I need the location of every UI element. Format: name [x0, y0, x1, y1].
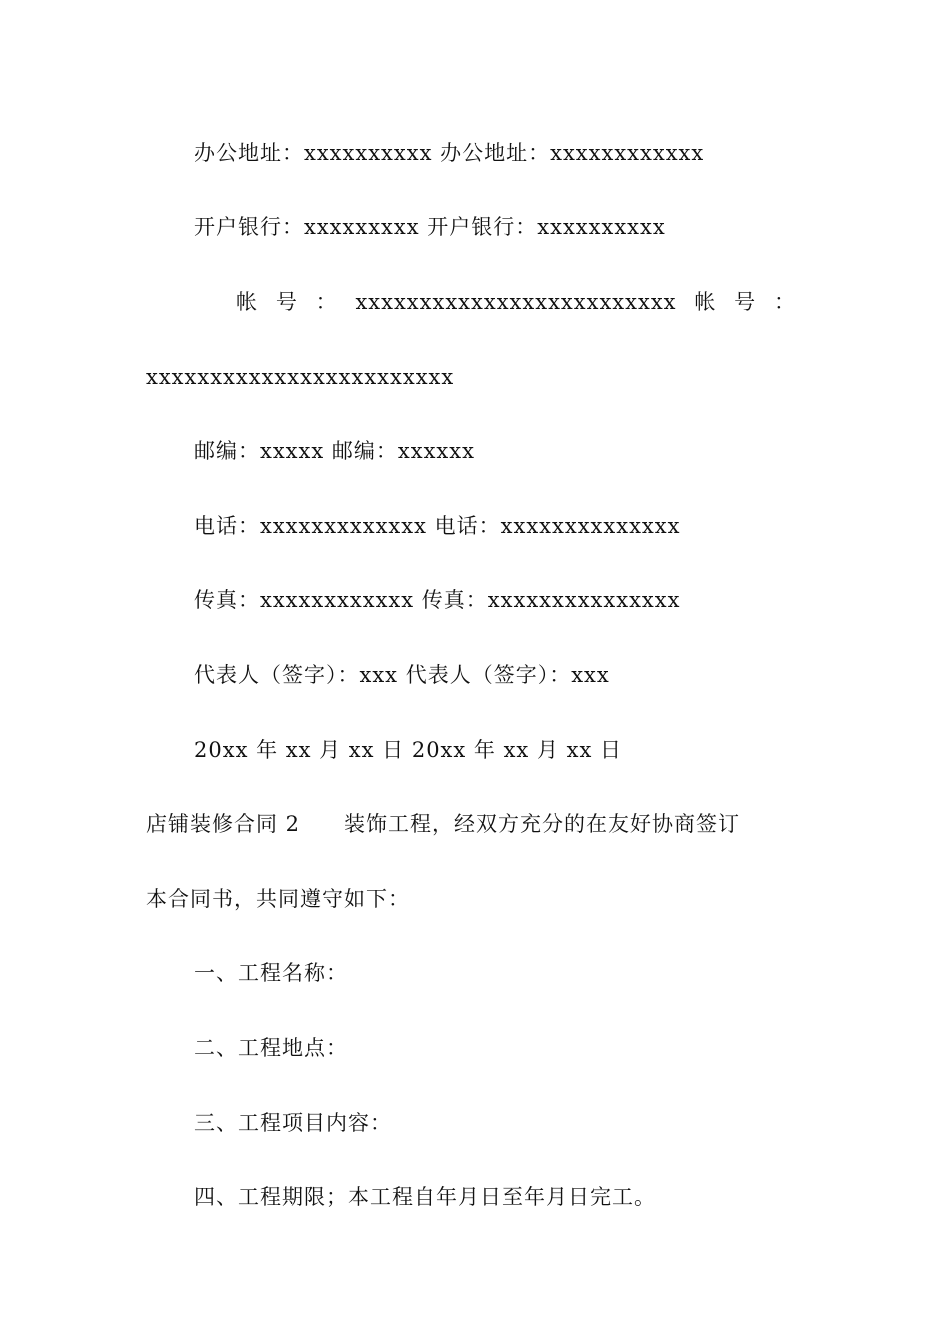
fax-line: 传真：xxxxxxxxxxxx 传真：xxxxxxxxxxxxxxx: [194, 588, 681, 612]
account-label-char-2: 号: [275, 290, 298, 314]
account-label-char-3: 帐: [694, 290, 717, 314]
clause-project-content: 三、工程项目内容：: [194, 1111, 392, 1135]
account-label-char-1: 帐: [236, 290, 258, 314]
account-colon-2: ：: [773, 290, 796, 314]
postcode-line: 邮编：xxxxx 邮编：xxxxxx: [194, 439, 475, 463]
clause-project-location: 二、工程地点：: [194, 1036, 348, 1060]
contract-heading-line: 店铺装修合同 2 装饰工程，经双方充分的在友好协商签订: [146, 812, 741, 836]
clause-project-period: 四、工程期限；本工程自年月日至年月日完工。: [194, 1185, 656, 1209]
contract-intro-line: 本合同书，共同遵守如下：: [146, 887, 410, 911]
representative-line: 代表人（签字）：xxx 代表人（签字）：xxx: [194, 663, 610, 687]
account-line: [236, 289, 796, 315]
clause-project-name: 一、工程名称：: [194, 961, 348, 985]
office-address-line: 办公地址：xxxxxxxxxx 办公地址：xxxxxxxxxxxx: [194, 141, 705, 165]
account-value: xxxxxxxxxxxxxxxxxxxxxxxxx: [355, 290, 677, 314]
phone-line: 电话：xxxxxxxxxxxxx 电话：xxxxxxxxxxxxxx: [194, 514, 681, 538]
date-line: 20xx 年 xx 月 xx 日 20xx 年 xx 月 xx 日: [194, 738, 622, 762]
account-label-char-4: 号: [734, 290, 757, 314]
account-continuation-line: xxxxxxxxxxxxxxxxxxxxxxxx: [146, 365, 455, 389]
bank-line: 开户银行：xxxxxxxxx 开户银行：xxxxxxxxxx: [194, 215, 666, 239]
account-colon-1: ：: [315, 290, 338, 314]
